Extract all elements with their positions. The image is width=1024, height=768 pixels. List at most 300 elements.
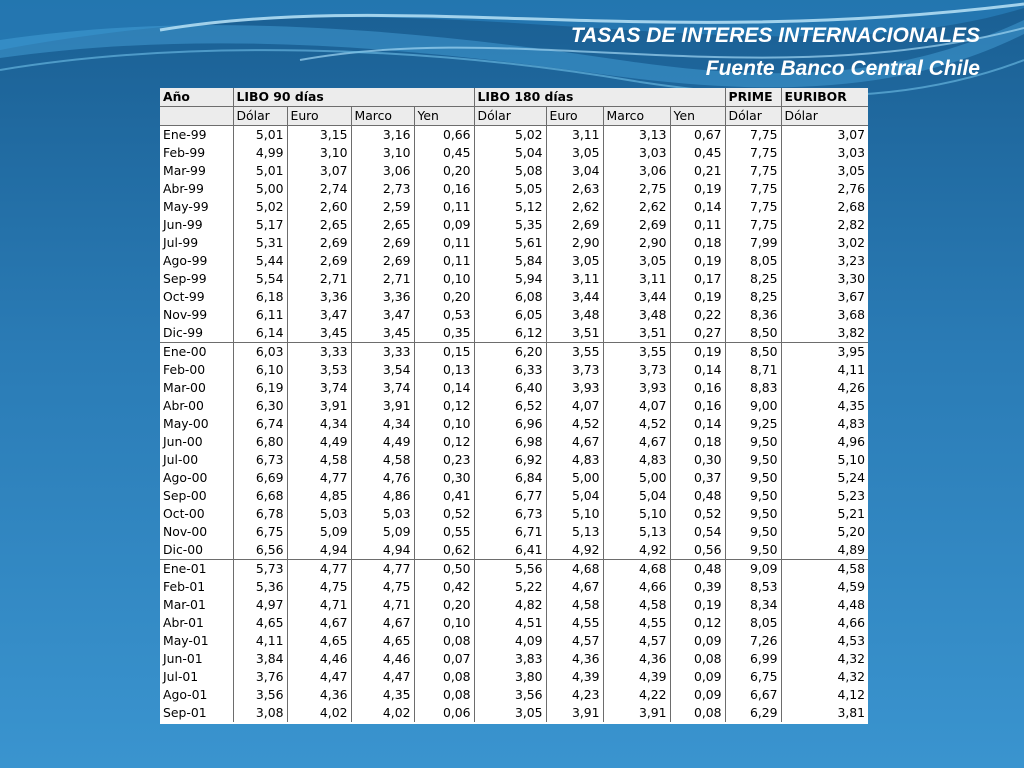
rate-cell: 3,36 — [287, 288, 351, 306]
rate-cell: 5,02 — [474, 126, 546, 145]
rate-cell: 3,11 — [546, 126, 603, 145]
rate-cell: 4,66 — [781, 614, 868, 632]
row-month-label: Ene-99 — [163, 127, 207, 142]
rate-cell: 0,20 — [414, 162, 474, 180]
rate-cell: 3,48 — [603, 306, 670, 324]
rate-cell: 4,99 — [233, 144, 287, 162]
rate-cell: 2,82 — [781, 216, 868, 234]
subheader-cell: Yen — [670, 107, 725, 126]
rate-cell: 3,68 — [781, 306, 868, 324]
row-month-label: Abr-99 — [163, 181, 204, 196]
rate-cell: 3,03 — [603, 144, 670, 162]
rate-cell: 0,48 — [670, 487, 725, 505]
rate-cell: 4,58 — [351, 451, 414, 469]
rate-cell: 6,96 — [474, 415, 546, 433]
rate-cell: 0,20 — [414, 288, 474, 306]
rate-cell: 0,19 — [670, 343, 725, 362]
table-row — [160, 578, 868, 596]
rate-cell: 3,83 — [474, 650, 546, 668]
rate-cell: 3,54 — [351, 361, 414, 379]
table-row — [160, 324, 868, 343]
rate-cell: 3,33 — [351, 343, 414, 362]
row-month-label: Oct-00 — [163, 506, 205, 521]
rate-cell: 2,69 — [546, 216, 603, 234]
rate-cell: 3,51 — [546, 324, 603, 343]
rate-cell: 4,52 — [546, 415, 603, 433]
rate-cell: 5,56 — [474, 560, 546, 579]
rate-cell: 3,11 — [546, 270, 603, 288]
rate-cell: 7,75 — [725, 180, 781, 198]
rate-cell: 3,08 — [233, 704, 287, 722]
rate-cell: 6,18 — [233, 288, 287, 306]
rate-cell: 6,68 — [233, 487, 287, 505]
rate-cell: 4,58 — [781, 560, 868, 579]
slide-subtitle: Fuente Banco Central Chile — [705, 57, 980, 80]
rate-cell: 3,56 — [233, 686, 287, 704]
rate-cell: 3,44 — [546, 288, 603, 306]
rate-cell: 5,01 — [233, 126, 287, 145]
rate-cell: 3,55 — [603, 343, 670, 362]
rate-cell: 0,19 — [670, 252, 725, 270]
rate-cell: 6,73 — [233, 451, 287, 469]
rate-cell: 3,23 — [781, 252, 868, 270]
table-row — [160, 451, 868, 469]
rate-cell: 0,08 — [414, 686, 474, 704]
rate-cell: 4,77 — [351, 560, 414, 579]
rate-cell: 4,32 — [781, 650, 868, 668]
rate-cell: 9,09 — [725, 560, 781, 579]
table-row — [160, 614, 868, 632]
rate-cell: 2,62 — [546, 198, 603, 216]
rate-cell: 5,09 — [287, 523, 351, 541]
rate-cell: 0,52 — [670, 505, 725, 523]
rate-cell: 8,36 — [725, 306, 781, 324]
rate-cell: 0,11 — [414, 252, 474, 270]
rate-cell: 0,19 — [670, 288, 725, 306]
rate-cell: 7,75 — [725, 126, 781, 145]
row-month-label: Ago-99 — [163, 253, 208, 268]
table-row — [160, 144, 868, 162]
rate-cell: 4,49 — [287, 433, 351, 451]
rate-cell: 5,31 — [233, 234, 287, 252]
rate-cell: 4,07 — [546, 397, 603, 415]
rate-cell: 4,57 — [546, 632, 603, 650]
rate-cell: 0,37 — [670, 469, 725, 487]
rate-cell: 4,02 — [287, 704, 351, 722]
rate-cell: 4,49 — [351, 433, 414, 451]
subheader-cell: Dólar — [781, 107, 868, 126]
row-month-label: Sep-01 — [163, 705, 207, 720]
rate-cell: 6,14 — [233, 324, 287, 343]
rate-cell: 4,53 — [781, 632, 868, 650]
rate-cell: 0,08 — [414, 632, 474, 650]
rate-cell: 0,67 — [670, 126, 725, 145]
rate-cell: 0,09 — [670, 686, 725, 704]
rate-cell: 0,19 — [670, 180, 725, 198]
rate-cell: 9,50 — [725, 487, 781, 505]
rate-cell: 6,75 — [725, 668, 781, 686]
rate-cell: 6,10 — [233, 361, 287, 379]
rate-cell: 5,20 — [781, 523, 868, 541]
rate-cell: 9,50 — [725, 469, 781, 487]
row-month-label: Abr-01 — [163, 615, 204, 630]
row-month-label: Sep-00 — [163, 488, 207, 503]
rate-cell: 6,11 — [233, 306, 287, 324]
row-month-label: Sep-99 — [163, 271, 207, 286]
rate-cell: 8,05 — [725, 252, 781, 270]
rate-cell: 3,11 — [603, 270, 670, 288]
rate-cell: 5,00 — [603, 469, 670, 487]
slide-title: TASAS DE INTERES INTERNACIONALES — [570, 24, 980, 47]
rate-cell: 6,99 — [725, 650, 781, 668]
rate-cell: 4,85 — [287, 487, 351, 505]
rate-cell: 0,14 — [670, 361, 725, 379]
rate-cell: 9,50 — [725, 523, 781, 541]
rate-cell: 2,62 — [603, 198, 670, 216]
rate-cell: 3,76 — [233, 668, 287, 686]
rate-cell: 5,94 — [474, 270, 546, 288]
rate-cell: 0,19 — [670, 596, 725, 614]
row-month-label: Mar-00 — [163, 380, 206, 395]
rate-cell: 3,05 — [474, 704, 546, 722]
rate-cell: 6,56 — [233, 541, 287, 560]
rate-cell: 3,44 — [603, 288, 670, 306]
rate-cell: 6,67 — [725, 686, 781, 704]
rate-cell: 9,50 — [725, 505, 781, 523]
rate-cell: 4,35 — [781, 397, 868, 415]
table-row — [160, 686, 868, 704]
rate-cell: 0,45 — [414, 144, 474, 162]
rate-cell: 0,62 — [414, 541, 474, 560]
rate-cell: 0,12 — [670, 614, 725, 632]
row-month-label: Mar-01 — [163, 597, 206, 612]
rate-cell: 4,36 — [287, 686, 351, 704]
rate-cell: 0,21 — [670, 162, 725, 180]
rate-cell: 3,48 — [546, 306, 603, 324]
rate-cell: 4,89 — [781, 541, 868, 560]
rate-cell: 6,08 — [474, 288, 546, 306]
rate-cell: 6,03 — [233, 343, 287, 362]
rate-cell: 0,41 — [414, 487, 474, 505]
rate-cell: 4,59 — [781, 578, 868, 596]
rate-cell: 3,05 — [781, 162, 868, 180]
rate-cell: 5,36 — [233, 578, 287, 596]
rate-cell: 3,67 — [781, 288, 868, 306]
rate-cell: 5,22 — [474, 578, 546, 596]
rate-cell: 5,09 — [351, 523, 414, 541]
table-row — [160, 288, 868, 306]
rate-cell: 5,23 — [781, 487, 868, 505]
rate-cell: 8,83 — [725, 379, 781, 397]
rate-cell: 5,12 — [474, 198, 546, 216]
rate-cell: 2,65 — [351, 216, 414, 234]
rate-cell: 0,18 — [670, 433, 725, 451]
rate-cell: 0,54 — [670, 523, 725, 541]
rate-cell: 4,55 — [603, 614, 670, 632]
rate-cell: 2,68 — [781, 198, 868, 216]
rate-cell: 0,13 — [414, 361, 474, 379]
rate-cell: 0,16 — [670, 379, 725, 397]
rate-cell: 3,05 — [546, 144, 603, 162]
rate-cell: 3,45 — [287, 324, 351, 343]
subheader-cell: Marco — [351, 107, 414, 126]
rate-cell: 3,06 — [351, 162, 414, 180]
header-libo-90: LIBO 90 días — [233, 88, 474, 107]
rate-cell: 3,91 — [287, 397, 351, 415]
rate-cell: 0,20 — [414, 596, 474, 614]
table-row — [160, 379, 868, 397]
row-month-label: Jun-00 — [163, 434, 203, 449]
rate-cell: 3,02 — [781, 234, 868, 252]
rate-cell: 4,92 — [546, 541, 603, 560]
rate-cell: 4,68 — [603, 560, 670, 579]
rate-cell: 4,32 — [781, 668, 868, 686]
rate-cell: 4,83 — [781, 415, 868, 433]
row-month-label: Jul-00 — [163, 452, 199, 467]
rate-cell: 4,67 — [287, 614, 351, 632]
row-month-label: Nov-99 — [163, 307, 208, 322]
rate-cell: 4,67 — [603, 433, 670, 451]
rate-cell: 8,05 — [725, 614, 781, 632]
rate-cell: 3,91 — [351, 397, 414, 415]
rate-cell: 8,25 — [725, 270, 781, 288]
rate-cell: 0,06 — [414, 704, 474, 722]
rate-cell: 3,33 — [287, 343, 351, 362]
table-row — [160, 126, 868, 145]
rate-cell: 0,27 — [670, 324, 725, 343]
rate-cell: 8,50 — [725, 324, 781, 343]
rate-cell: 6,98 — [474, 433, 546, 451]
table-row — [160, 234, 868, 252]
rate-cell: 8,53 — [725, 578, 781, 596]
rate-cell: 3,05 — [603, 252, 670, 270]
rate-cell: 0,15 — [414, 343, 474, 362]
rate-cell: 3,74 — [287, 379, 351, 397]
rate-cell: 0,09 — [670, 632, 725, 650]
table-row — [160, 632, 868, 650]
rate-cell: 4,77 — [287, 560, 351, 579]
rate-cell: 5,04 — [603, 487, 670, 505]
rate-cell: 0,16 — [414, 180, 474, 198]
rate-cell: 4,58 — [546, 596, 603, 614]
rate-cell: 2,75 — [603, 180, 670, 198]
rate-cell: 4,65 — [287, 632, 351, 650]
table-row — [160, 306, 868, 324]
rate-cell: 4,48 — [781, 596, 868, 614]
row-month-label: Feb-00 — [163, 362, 206, 377]
row-month-label: May-01 — [163, 633, 209, 648]
rate-cell: 0,50 — [414, 560, 474, 579]
rate-cell: 0,09 — [414, 216, 474, 234]
rate-cell: 0,12 — [414, 397, 474, 415]
interest-rates-table — [160, 88, 868, 722]
row-month-label: Jun-99 — [163, 217, 203, 232]
rate-cell: 0,39 — [670, 578, 725, 596]
subheader-cell: Marco — [603, 107, 670, 126]
rate-cell: 4,67 — [351, 614, 414, 632]
rate-cell: 5,73 — [233, 560, 287, 579]
rate-cell: 4,83 — [603, 451, 670, 469]
rate-cell: 4,55 — [546, 614, 603, 632]
table-row — [160, 433, 868, 451]
rate-cell: 0,11 — [670, 216, 725, 234]
subheader-cell: Dólar — [474, 107, 546, 126]
rate-cell: 3,47 — [287, 306, 351, 324]
rate-cell: 0,11 — [414, 234, 474, 252]
rate-cell: 3,95 — [781, 343, 868, 362]
rate-cell: 0,18 — [670, 234, 725, 252]
rate-cell: 4,34 — [351, 415, 414, 433]
rate-cell: 2,63 — [546, 180, 603, 198]
rate-cell: 5,00 — [546, 469, 603, 487]
rate-cell: 4,75 — [287, 578, 351, 596]
rate-cell: 6,40 — [474, 379, 546, 397]
rate-cell: 6,05 — [474, 306, 546, 324]
rate-cell: 4,36 — [546, 650, 603, 668]
rate-cell: 8,25 — [725, 288, 781, 306]
rate-cell: 2,90 — [546, 234, 603, 252]
rate-cell: 0,12 — [414, 433, 474, 451]
rate-cell: 9,25 — [725, 415, 781, 433]
rate-cell: 5,03 — [287, 505, 351, 523]
rate-cell: 6,29 — [725, 704, 781, 722]
rate-cell: 4,58 — [287, 451, 351, 469]
rate-cell: 4,36 — [603, 650, 670, 668]
rate-cell: 4,35 — [351, 686, 414, 704]
rate-cell: 4,66 — [603, 578, 670, 596]
rate-cell: 5,05 — [474, 180, 546, 198]
rate-cell: 3,93 — [603, 379, 670, 397]
rate-cell: 0,45 — [670, 144, 725, 162]
table-row — [160, 361, 868, 379]
rate-cell: 3,07 — [287, 162, 351, 180]
row-month-label: Dic-99 — [163, 325, 204, 340]
rate-cell: 3,51 — [603, 324, 670, 343]
rate-cell: 5,08 — [474, 162, 546, 180]
rate-cell: 0,30 — [670, 451, 725, 469]
rate-cell: 4,39 — [603, 668, 670, 686]
table-row — [160, 560, 868, 579]
rate-cell: 3,74 — [351, 379, 414, 397]
rate-cell: 6,71 — [474, 523, 546, 541]
rate-cell: 4,96 — [781, 433, 868, 451]
rate-cell: 6,75 — [233, 523, 287, 541]
rate-cell: 2,69 — [351, 234, 414, 252]
table-row — [160, 650, 868, 668]
rate-cell: 4,82 — [474, 596, 546, 614]
rate-cell: 6,80 — [233, 433, 287, 451]
rate-cell: 8,71 — [725, 361, 781, 379]
rate-cell: 4,07 — [603, 397, 670, 415]
rate-cell: 2,69 — [603, 216, 670, 234]
rate-cell: 3,93 — [546, 379, 603, 397]
table-row — [160, 397, 868, 415]
rate-cell: 0,35 — [414, 324, 474, 343]
rate-cell: 3,81 — [781, 704, 868, 722]
row-month-label: Dic-00 — [163, 542, 204, 557]
rate-cell: 2,71 — [351, 270, 414, 288]
table-row — [160, 415, 868, 433]
rate-cell: 9,00 — [725, 397, 781, 415]
rate-cell: 3,80 — [474, 668, 546, 686]
rate-cell: 4,67 — [546, 433, 603, 451]
rate-cell: 0,66 — [414, 126, 474, 145]
row-month-label: Ene-00 — [160, 343, 233, 362]
rate-cell: 5,35 — [474, 216, 546, 234]
rate-cell: 4,34 — [287, 415, 351, 433]
rate-cell: 2,90 — [603, 234, 670, 252]
rate-cell: 0,55 — [414, 523, 474, 541]
rate-cell: 6,20 — [474, 343, 546, 362]
rate-cell: 0,11 — [414, 198, 474, 216]
rate-cell: 5,24 — [781, 469, 868, 487]
row-month-label: Ago-00 — [163, 470, 208, 485]
rate-cell: 9,50 — [725, 541, 781, 560]
rate-cell: 4,76 — [351, 469, 414, 487]
rate-cell: 3,10 — [287, 144, 351, 162]
table-row — [160, 596, 868, 614]
rate-cell: 4,77 — [287, 469, 351, 487]
rate-cell: 0,14 — [670, 198, 725, 216]
rate-cell: 5,04 — [546, 487, 603, 505]
rate-cell: 0,10 — [414, 415, 474, 433]
row-month-label: Oct-99 — [163, 289, 205, 304]
rate-cell: 3,36 — [351, 288, 414, 306]
rate-cell: 3,47 — [351, 306, 414, 324]
rate-cell: 0,56 — [670, 541, 725, 560]
rate-cell: 0,48 — [670, 560, 725, 579]
rate-cell: 4,46 — [351, 650, 414, 668]
rate-cell: 4,71 — [351, 596, 414, 614]
table-row — [160, 180, 868, 198]
rate-cell: 4,94 — [351, 541, 414, 560]
rate-cell: 7,75 — [725, 162, 781, 180]
rate-cell: 4,46 — [287, 650, 351, 668]
rate-cell: 2,59 — [351, 198, 414, 216]
rate-cell: 5,13 — [546, 523, 603, 541]
rate-cell: 5,04 — [474, 144, 546, 162]
rate-cell: 0,08 — [414, 668, 474, 686]
rate-cell: 3,15 — [287, 126, 351, 145]
rate-cell: 5,61 — [474, 234, 546, 252]
interest-rates-table-container — [160, 88, 868, 724]
row-month-label: Feb-99 — [163, 145, 206, 160]
rate-cell: 0,14 — [670, 415, 725, 433]
rate-cell: 4,67 — [546, 578, 603, 596]
rate-cell: 4,51 — [474, 614, 546, 632]
rate-cell: 2,60 — [287, 198, 351, 216]
table-row — [160, 505, 868, 523]
rate-cell: 0,08 — [670, 650, 725, 668]
rate-cell: 5,01 — [233, 162, 287, 180]
rate-cell: 6,77 — [474, 487, 546, 505]
table-row — [160, 469, 868, 487]
rate-cell: 0,09 — [670, 668, 725, 686]
table-row — [160, 487, 868, 505]
rate-cell: 5,03 — [351, 505, 414, 523]
rate-cell: 3,84 — [233, 650, 287, 668]
rate-cell: 5,54 — [233, 270, 287, 288]
table-row — [160, 704, 868, 722]
rate-cell: 6,73 — [474, 505, 546, 523]
table-row — [160, 216, 868, 234]
header-year: Año — [160, 88, 233, 107]
rate-cell: 0,22 — [670, 306, 725, 324]
rate-cell: 7,99 — [725, 234, 781, 252]
rate-cell: 6,78 — [233, 505, 287, 523]
rate-cell: 0,14 — [414, 379, 474, 397]
rate-cell: 6,30 — [233, 397, 287, 415]
